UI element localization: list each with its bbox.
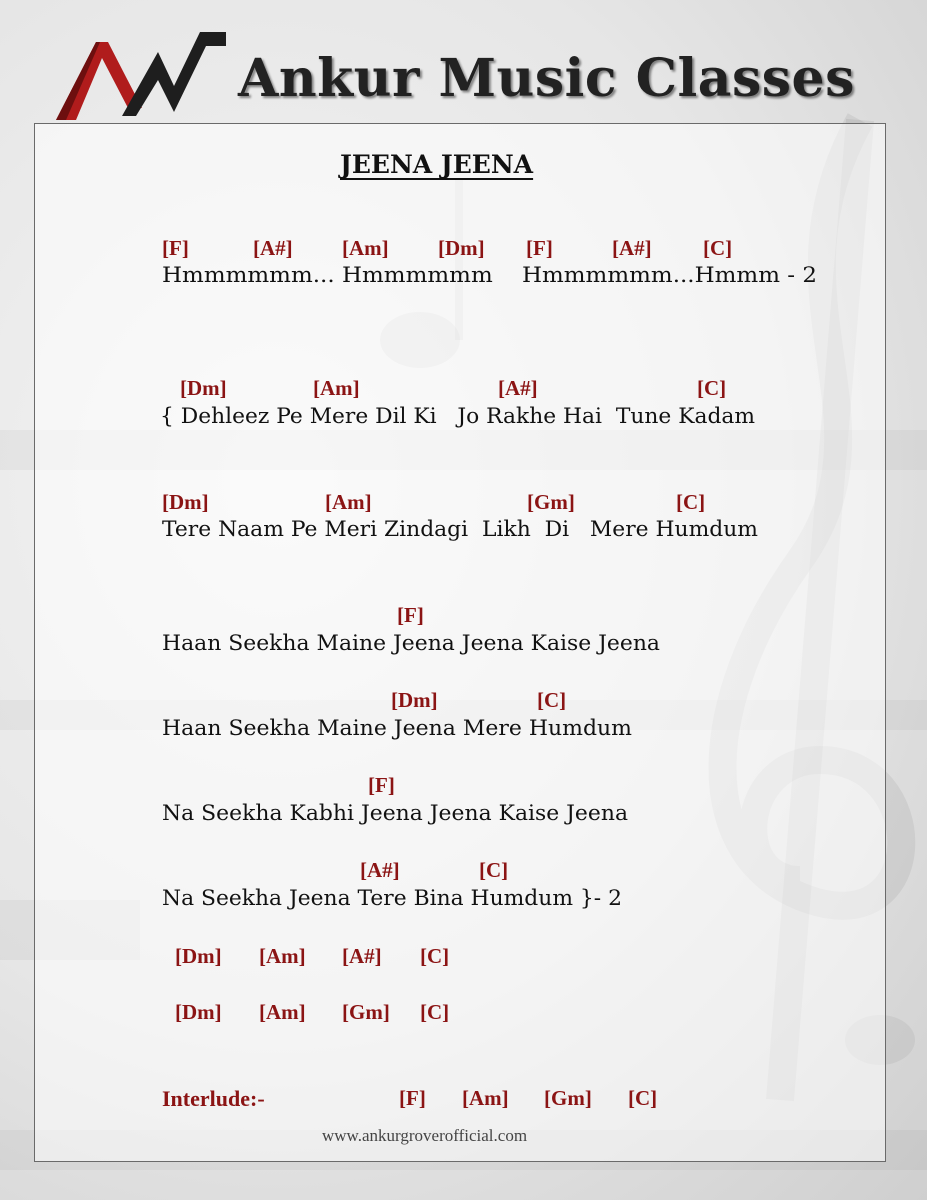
chord: [Gm] [527, 490, 575, 514]
lyric-line: Na Seekha Kabhi Jeena Jeena Kaise Jeena [162, 801, 628, 825]
chord: [C] [676, 490, 706, 514]
chord: [Dm] [438, 236, 485, 260]
lyric-line: { Dehleez Pe Mere Dil Ki Jo Rakhe Hai Tune Kadam [160, 404, 755, 428]
chord: [Am] [462, 1086, 509, 1110]
chord: [Dm] [162, 490, 209, 514]
chord: [Am] [313, 376, 360, 400]
chord: [C] [420, 1000, 450, 1024]
chord: [F] [526, 236, 553, 260]
chord: [C] [703, 236, 733, 260]
brand-title: Ankur Music Classes [238, 48, 855, 109]
chord: [C] [697, 376, 727, 400]
chord: [Gm] [342, 1000, 390, 1024]
chord: [Am] [342, 236, 389, 260]
lyric-line: Tere Naam Pe Meri Zindagi Likh Di Mere Humdum [162, 517, 758, 541]
lyric-line: Na Seekha Jeena Tere Bina Humdum }- 2 [162, 886, 622, 910]
chord: [Am] [259, 944, 306, 968]
chord: [Gm] [544, 1086, 592, 1110]
chord: [A#] [342, 944, 382, 968]
chord: [Dm] [391, 688, 438, 712]
chord: [F] [397, 603, 424, 627]
chord: [Dm] [175, 944, 222, 968]
chord: [F] [399, 1086, 426, 1110]
chord: [C] [537, 688, 567, 712]
song-title: JEENA JEENA [340, 150, 534, 179]
chord: [F] [368, 773, 395, 797]
chord: [A#] [612, 236, 652, 260]
chord: [C] [420, 944, 450, 968]
chord: [C] [628, 1086, 658, 1110]
chord: [Am] [259, 1000, 306, 1024]
chord: [C] [479, 858, 509, 882]
interlude-label: Interlude:- [162, 1086, 265, 1111]
lyric-line: Haan Seekha Maine Jeena Mere Humdum [162, 716, 632, 740]
lyric-line: Haan Seekha Maine Jeena Jeena Kaise Jeena [162, 631, 660, 655]
chord: [A#] [360, 858, 400, 882]
chord: [Dm] [175, 1000, 222, 1024]
chord: [F] [162, 236, 189, 260]
chord: [Dm] [180, 376, 227, 400]
chord: [A#] [253, 236, 293, 260]
chord: [A#] [498, 376, 538, 400]
website-footer: www.ankurgroverofficial.com [322, 1126, 528, 1145]
chord: [Am] [325, 490, 372, 514]
lyric-line: Hmmmmmm... Hmmmmmm Hmmmmmm...Hmmm - 2 [162, 263, 817, 287]
am-monogram-logo [50, 12, 230, 124]
